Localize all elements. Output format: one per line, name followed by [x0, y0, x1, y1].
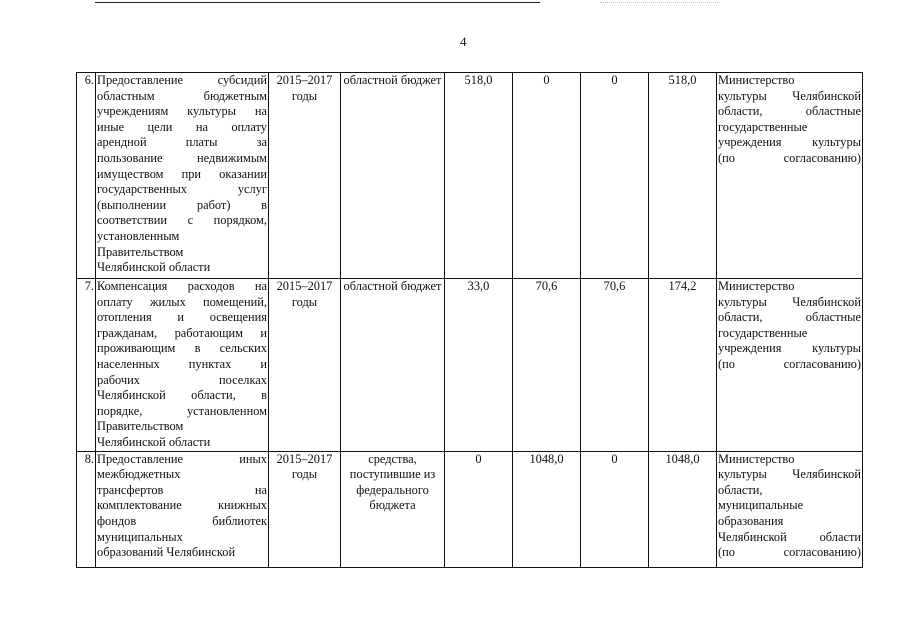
activity-name-cell-line: Челябинской области	[97, 260, 211, 275]
activity-name-cell-line: государственных услуг	[97, 182, 267, 197]
activity-name-cell-line: трансфертов на	[97, 482, 267, 497]
activity-name-cell-line: отопления и освещения	[97, 310, 267, 325]
responsible-cell-line: области, областные	[718, 104, 861, 119]
activity-name-cell-line: установленным	[97, 228, 180, 243]
period-cell: 2015–2017 годы	[269, 73, 341, 279]
responsible-cell-line: учреждения культуры	[718, 135, 861, 150]
activity-name-cell-line: рабочих поселках	[97, 372, 267, 387]
activity-name-cell-line: Правительством	[97, 419, 184, 434]
activity-name-cell-line: проживающим в сельских	[97, 341, 267, 356]
activity-name-cell-line: иные цели на оплату	[97, 119, 267, 134]
page-number: 4	[460, 34, 467, 49]
activity-name-cell-line: оплату жилых помещений,	[97, 294, 267, 309]
row-number-cell: 6.	[77, 73, 96, 279]
responsible-cell-line: Министерство	[718, 279, 795, 293]
responsible-cell-line: Министерство	[718, 73, 795, 87]
activity-name-cell	[96, 451, 269, 567]
responsible-cell-line: государственные	[718, 325, 808, 340]
activity-name-cell-line: фондов библиотек	[97, 513, 267, 528]
activity-name-cell-line: межбюджетных	[97, 467, 181, 482]
activity-name-cell-line: (выполнении работ) в	[97, 197, 267, 212]
activity-name-cell-line: образований Челябинской	[97, 545, 236, 560]
program-activities-table	[76, 72, 863, 568]
activity-name-cell	[96, 279, 269, 452]
value-2016-cell: 1048,0	[513, 451, 581, 567]
table-row	[77, 451, 863, 567]
responsible-cell-line: культуры Челябинской	[718, 467, 861, 482]
value-2015-cell: 33,0	[445, 279, 513, 452]
responsible-cell-line: Челябинской области	[718, 529, 861, 544]
value-2017-cell: 70,6	[581, 279, 649, 452]
table-row	[77, 279, 863, 452]
funding-source-cell: областной бюджет	[341, 279, 445, 452]
row-number-cell: 8.	[77, 451, 96, 567]
activity-name-cell-line: порядке, установленном	[97, 403, 267, 418]
value-2015-cell: 0	[445, 451, 513, 567]
activity-name-cell	[96, 73, 269, 279]
responsible-cell-line: (по согласованию)	[718, 356, 861, 371]
period-cell: 2015–2017 годы	[269, 451, 341, 567]
funding-source-cell: областной бюджет	[341, 73, 445, 279]
value-total-cell: 174,2	[649, 279, 717, 452]
activity-name-cell-line: населенных пунктах и	[97, 356, 267, 371]
responsible-cell-line: государственные	[718, 119, 808, 134]
value-2015-cell: 518,0	[445, 73, 513, 279]
responsible-cell	[717, 73, 863, 279]
activity-name-cell-line: Компенсация расходов на	[97, 279, 267, 293]
activity-name-cell-line: областным бюджетным	[97, 88, 267, 103]
period-cell: 2015–2017 годы	[269, 279, 341, 452]
activity-name-cell-line: Челябинской области, в	[97, 388, 267, 403]
row-number-cell: 7.	[77, 279, 96, 452]
responsible-cell-line: (по согласованию)	[718, 545, 861, 560]
activity-name-cell-line: пользование недвижимым	[97, 150, 267, 165]
activity-name-cell-line: арендной платы за	[97, 135, 267, 150]
value-2016-cell: 0	[513, 73, 581, 279]
value-total-cell: 1048,0	[649, 451, 717, 567]
activity-name-cell-line: гражданам, работающим и	[97, 325, 267, 340]
activity-name-cell-line: Предоставление иных	[97, 451, 267, 466]
responsible-cell-line: культуры Челябинской	[718, 294, 861, 309]
top-rule	[95, 2, 540, 3]
activity-name-cell-line: муниципальных	[97, 529, 183, 544]
responsible-cell	[717, 279, 863, 452]
responsible-cell-line: муниципальные	[718, 498, 804, 513]
value-2017-cell: 0	[581, 73, 649, 279]
responsible-cell-line: области, областные	[718, 310, 861, 325]
table-body	[77, 73, 863, 568]
table-row	[77, 73, 863, 279]
responsible-cell-line: образования	[718, 513, 784, 528]
value-2017-cell: 0	[581, 451, 649, 567]
value-total-cell: 518,0	[649, 73, 717, 279]
responsible-cell-line: культуры Челябинской	[718, 88, 861, 103]
top-dotted-rule	[600, 2, 720, 4]
responsible-cell-line: (по согласованию)	[718, 150, 861, 165]
activity-name-cell-line: учреждениям культуры на	[97, 104, 267, 119]
responsible-cell	[717, 451, 863, 567]
responsible-cell-line: Министерство	[718, 451, 795, 466]
activity-name-cell-line: соответствии с порядком,	[97, 213, 267, 228]
value-2016-cell: 70,6	[513, 279, 581, 452]
responsible-cell-line: учреждения культуры	[718, 341, 861, 356]
activity-name-cell-line: Правительством	[97, 244, 184, 259]
activity-name-cell-line: комплектование книжных	[97, 498, 267, 513]
activity-name-cell-line: имуществом при оказании	[97, 166, 267, 181]
funding-source-cell: средства, поступившие из федерального бюджета	[341, 451, 445, 567]
activity-name-cell-line: Челябинской области	[97, 434, 211, 449]
activity-name-cell-line: Предоставление субсидий	[97, 73, 267, 87]
responsible-cell-line: области,	[718, 482, 763, 497]
